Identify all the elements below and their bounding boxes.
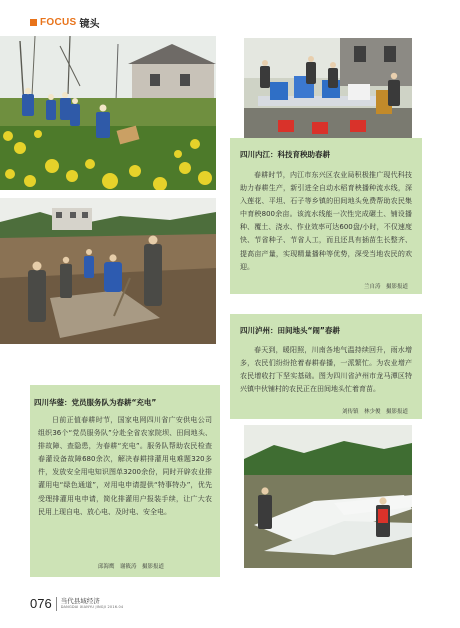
footer-divider: [56, 597, 57, 611]
article-title-huaying: 四川华蓥：党员服务队为春耕“充电”: [34, 398, 157, 407]
magazine-name: [61, 598, 124, 610]
photo-field-planting: [0, 36, 216, 190]
section-label-focus: FOCUS: [40, 16, 77, 28]
article-credit-luzhou: 刘传镇 林少俊 摄影报道: [341, 409, 408, 415]
photo-seedling-beds: [244, 425, 412, 568]
article-title-neijiang: 四川内江：科技育秧助春耕: [240, 150, 330, 159]
section-header: [30, 15, 100, 29]
article-title-luzhou: 四川泸州：田间地头“闹”春耕: [240, 326, 340, 335]
photo-field-digging: [0, 198, 216, 344]
page-number: 076: [30, 596, 52, 611]
section-title: 镜头: [79, 18, 100, 30]
section-marker-icon: [30, 19, 37, 26]
page-footer: [30, 596, 123, 611]
article-body-huaying: 日前正值春耕时节，国家电网四川省广安供电公司组织36个“党员服务队”分赴全省农家院坝、田间地头、排故障、查隐患，为春耕“充电”。服务队帮助农民检查春灌设备故障680余次，解决春耕排灌用电难题320多件，发放安全用电知识图单3200余份，同时开辟农业排灌用电“绿色通道”，对用电申请提供“特事特办”，优先受理排灌用电申请，简化排灌用户报装手续，让广大农民用上现自电、放心电、及时电、安全电。: [38, 416, 212, 516]
photo-seeding-machine: [244, 38, 412, 138]
magazine-title: 当代县域经济: [60, 596, 100, 605]
article-credit-huaying: 邱海鹰 谢筱涛 摄影报道: [97, 564, 164, 570]
article-credit-neijiang: 兰自涛 摄影报道: [363, 284, 408, 290]
article-body-neijiang: 春耕时节，内江市东兴区农业局积极推广现代科技助力春耕生产，新引进全自动水稻育秧播种流水线，深入莲花、平坦、石子等乡镇的田间地头免费帮助农民集中育秧800余亩。该流水线能一次性完成碾土、铺设播种、覆土、浇水、作业效率可达600盘/小时，不仅速度快、节省种子、节省人工，而且还具有插苗生长整齐、提高亩产量，实现精量播种等优势，深受当地农民的欢迎。: [240, 171, 412, 271]
article-body-luzhou: 春天到，暖阳照，川南各地气温持续回升，雨水增多，农民们纷纷抢着春耕春播，一派繁忙。为农业增产农民增收打下坚实基础。图为四川省泸州市龙马潭区特兴镇中伙铺村的农民正在田间地头忙着育苗。: [240, 346, 412, 394]
magazine-subtitle: DANGDAI XIANYU JINGJI 2016.04: [60, 605, 124, 609]
